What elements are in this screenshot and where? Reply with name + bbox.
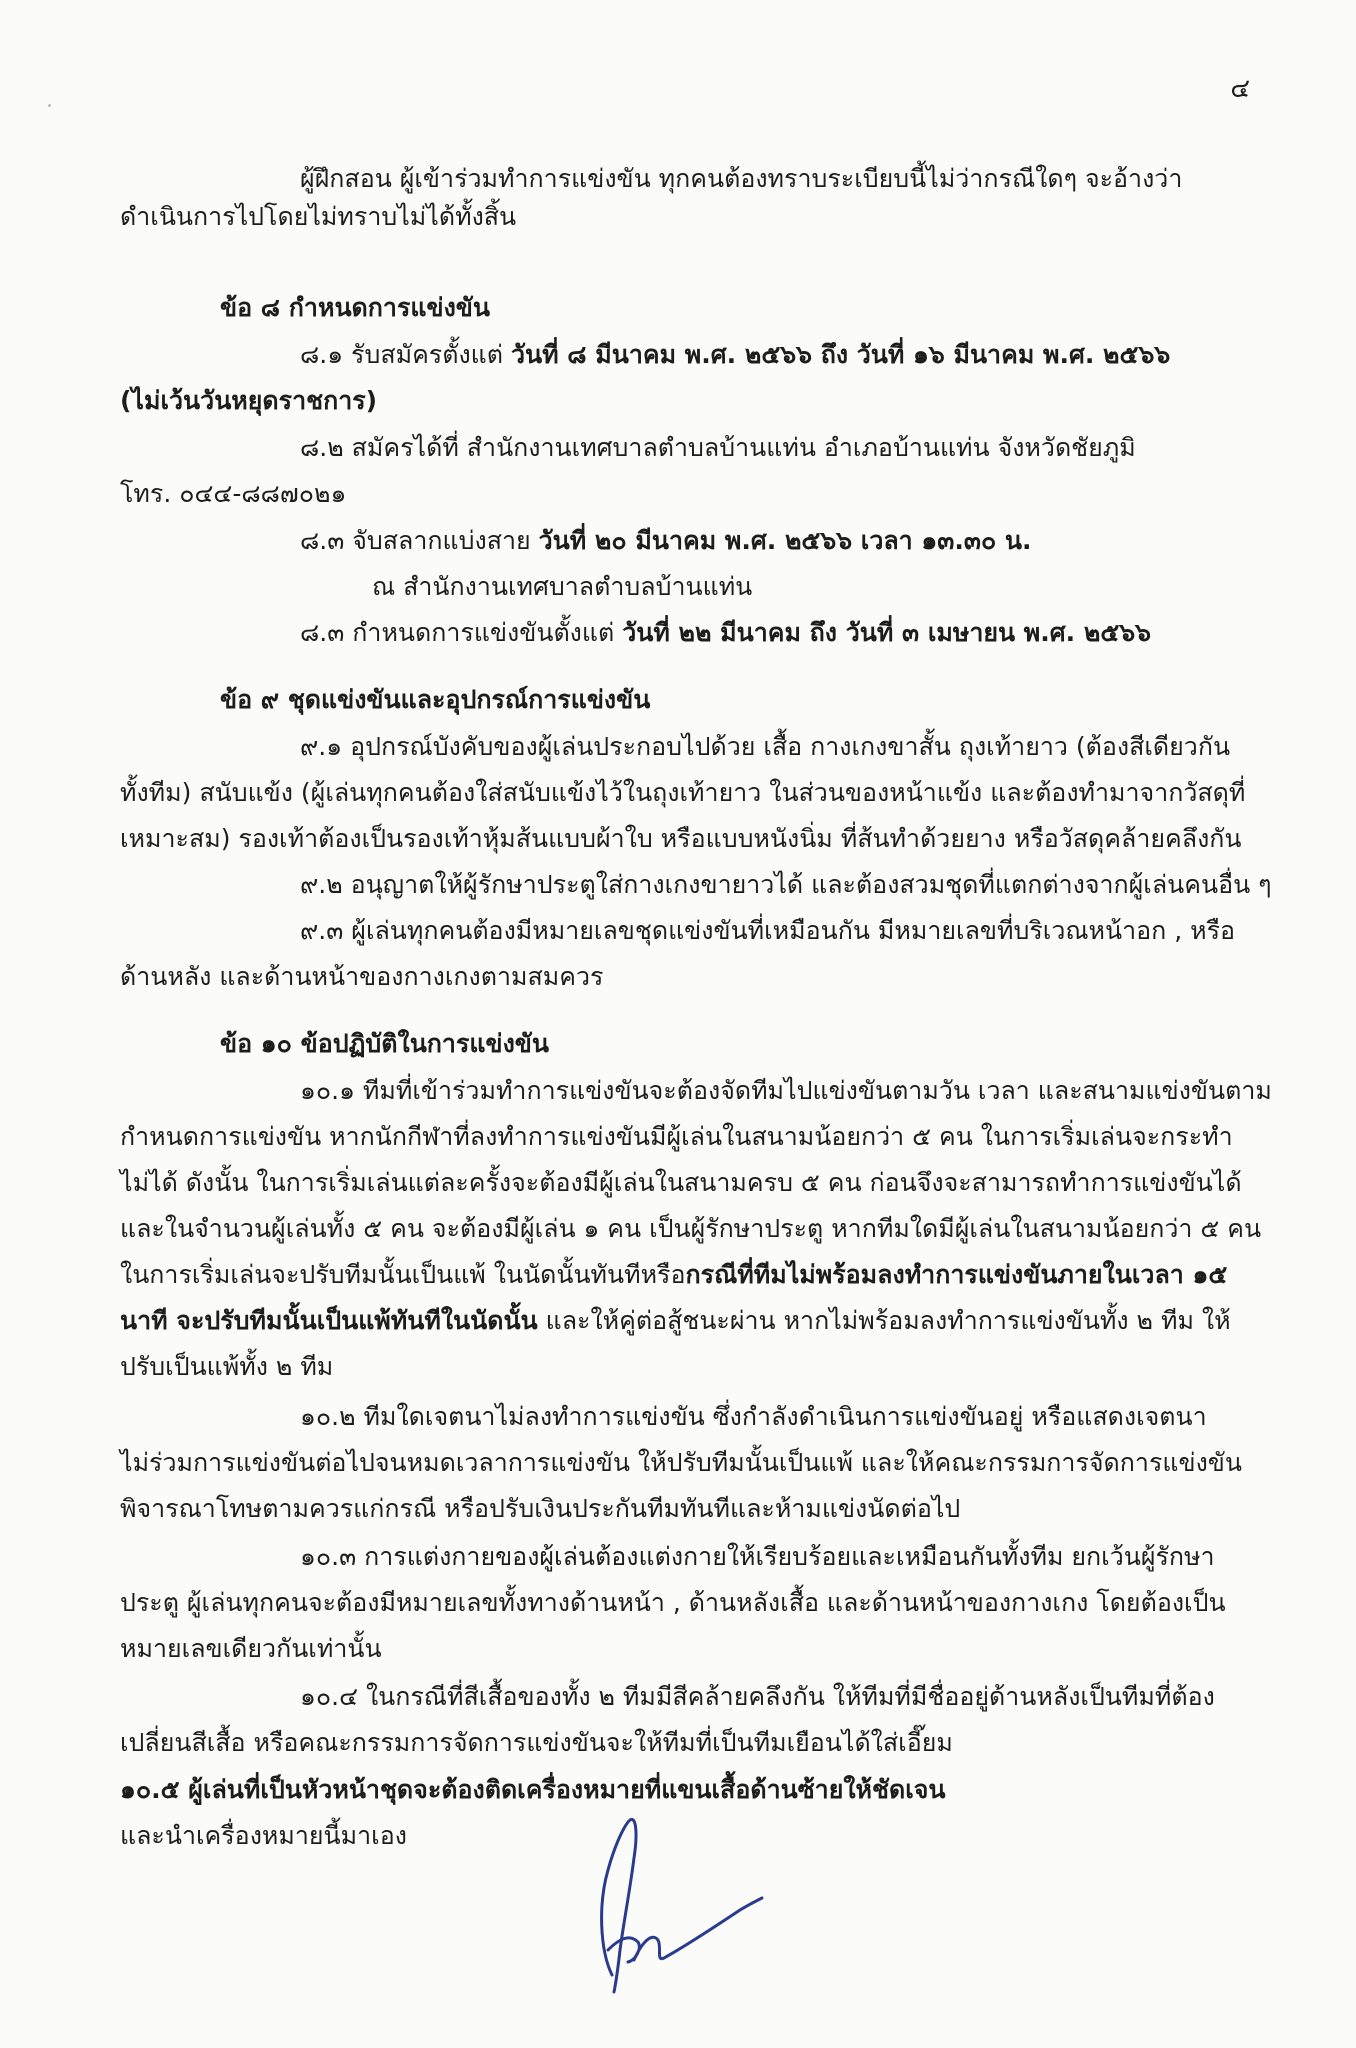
section-10-p2-line-3: พิจารณาโทษตามควรแก่กรณี หรือปรับเงินประกันทีมทันทีและห้ามแข่งนัดต่อไป xyxy=(120,1494,961,1523)
section-10-p3-line-3: หมายเลขเดียวกันเท่านั้น xyxy=(120,1634,382,1663)
line-text: ๑๐.๕ ผู้เล่นที่เป็น xyxy=(120,1775,302,1804)
line-emphasis: หัวหน้าชุดจะต้องติดเครื่องหมายที่แขนเสื้อด้านซ้ายให้ชัดเจน xyxy=(301,1775,946,1804)
section-9-item-1-line-1: ๙.๑ อุปกรณ์บังคับของผู้เล่นประกอบไปด้วย เสื้อ กางเกงขาสั้น ถุงเท้ายาว (ต้องสีเดียวกัน xyxy=(300,732,1231,761)
section-8-item-2: ๘.๒ สมัครได้ที่ สำนักงานเทศบาลตำบลบ้านแท่น อำเภอบ้านแท่น จังหวัดชัยภูมิ xyxy=(300,433,1136,462)
section-10-p5-line-2: และนำเครื่องหมายนี้มาเอง xyxy=(120,1821,407,1850)
line-emphasis: กรณีที่ทีมไม่พร้อมลงทำการแข่งขันภายในเวลา ๑๕ xyxy=(685,1260,1228,1289)
section-10-p3-line-2: ประตู ผู้เล่นทุกคนจะต้องมีหมายเลขทั้งทางด้านหน้า , ด้านหลังเสื้อ และด้านหน้าของกางเกง โดยต้องเป็น xyxy=(120,1588,1226,1617)
section-10-p1-line-4: และในจำนวนผู้เล่นทั้ง ๕ คน จะต้องมีผู้เล่น ๑ คน เป็นผู้รักษาประตู หากทีมใดมีผู้เล่นในสนามน้อยกว่า ๕ คน xyxy=(120,1214,1262,1243)
section-10-p1-line-1: ๑๐.๑ ทีมที่เข้าร่วมทำการแข่งขันจะต้องจัดทีมไปแข่งขันตามวัน เวลา และสนามแข่งขันตาม xyxy=(300,1076,1272,1105)
section-8-item-1-cont: (ไม่เว้นวันหยุดราชการ) xyxy=(120,386,378,415)
section-9-heading: ข้อ ๙ ชุดแข่งขันและอุปกรณ์การแข่งขัน xyxy=(220,685,651,714)
section-10-p3-line-1: ๑๐.๓ การแต่งกายของผู้เล่นต้องแต่งกายให้เรียบร้อยและเหมือนกันทั้งทีม ยกเว้นผู้รักษา xyxy=(300,1542,1215,1571)
handwritten-signature xyxy=(590,1810,770,2000)
section-9-item-2: ๙.๒ อนุญาตให้ผู้รักษาประตูใส่กางเกงขายาวได้ และต้องสวมชุดที่แตกต่างจากผู้เล่นคนอื่น ๆ xyxy=(300,870,1272,899)
section-10-p4-line-1: ๑๐.๔ ในกรณีที่สีเสื้อของทั้ง ๒ ทีมมีสีคล้ายคลึงกัน ให้ทีมที่มีชื่ออยู่ด้านหลังเป็นทีมที่ต้อง xyxy=(300,1682,1215,1711)
line-emphasis: นาที จะปรับทีมนั้นเป็นแพ้ทันทีในนัดนั้น xyxy=(120,1306,538,1335)
item-text: ๘.๓ จับสลากแบ่งสาย xyxy=(300,526,539,555)
section-9-item-3-line-1: ๙.๓ ผู้เล่นทุกคนต้องมีหมายเลขชุดแข่งขันที่เหมือนกัน มีหมายเลขที่บริเวณหน้าอก , หรือ xyxy=(300,916,1236,945)
section-8-item-3 xyxy=(300,524,1032,558)
section-10-p2-line-1: ๑๐.๒ ทีมใดเจตนาไม่ลงทำการแข่งขัน ซึ่งกำลังดำเนินการแข่งขันอยู่ หรือแสดงเจตนา xyxy=(300,1402,1207,1431)
section-10-p5-line-1 xyxy=(120,1773,946,1807)
item-date-time: วันที่ ๒๐ มีนาคม พ.ศ. ๒๕๖๖ เวลา ๑๓.๓๐ น. xyxy=(538,526,1032,555)
section-8-item-1 xyxy=(300,338,1170,372)
intro-line-1: ผู้ฝึกสอน ผู้เข้าร่วมทำการแข่งขัน ทุกคนต้องทราบระเบียบนี้ไม่ว่ากรณีใดๆ จะอ้างว่า xyxy=(300,164,1183,193)
item-text: ๘.๓ กำหนดการแข่งขันตั้งแต่ xyxy=(300,618,623,647)
section-10-p1-line-2: กำหนดการแข่งขัน หากนักกีฬาที่ลงทำการแข่งขันมีผู้เล่นในสนามน้อยกว่า ๕ คน ในการเริ่มเล่นจะกระทำ xyxy=(120,1122,1233,1151)
section-8-item-3-location: ณ สำนักงานเทศบาลตำบลบ้านแท่น xyxy=(372,572,753,601)
page-number: ๔ xyxy=(1230,74,1250,104)
paper-speck xyxy=(48,104,51,107)
section-10-p1-line-6 xyxy=(120,1304,1231,1338)
line-text: และให้คู่ต่อสู้ชนะผ่าน หากไม่พร้อมลงทำการแข่งขันทั้ง ๒ ทีม ให้ xyxy=(537,1306,1231,1335)
section-10-p1-line-3: ไม่ได้ ดังนั้น ในการเริ่มเล่นแต่ละครั้งจะต้องมีผู้เล่นในสนามครบ ๕ คน ก่อนจึงจะสามารถทำการแข่งขันได้ xyxy=(120,1168,1242,1197)
item-text: ๘.๑ รับสมัครตั้งแต่ xyxy=(300,340,511,369)
section-8-heading: ข้อ ๘ กำหนดการแข่งขัน xyxy=(220,293,490,322)
item-dates: วันที่ ๘ มีนาคม พ.ศ. ๒๕๖๖ ถึง วันที่ ๑๖ มีนาคม พ.ศ. ๒๕๖๖ xyxy=(510,340,1171,369)
section-10-p1-line-7: ปรับเป็นแพ้ทั้ง ๒ ทีม xyxy=(120,1352,334,1381)
section-10-p2-line-2: ไม่ร่วมการแข่งขันต่อไปจนหมดเวลาการแข่งขัน ให้ปรับทีมนั้นเป็นแพ้ และให้คณะกรรมการจัดการแข่งขัน xyxy=(120,1448,1242,1477)
item-dates: วันที่ ๒๒ มีนาคม ถึง วันที่ ๓ เมษายน พ.ศ. ๒๕๖๖ xyxy=(622,618,1151,647)
section-8-item-2-phone: โทร. ๐๔๔-๘๘๗๐๒๑ xyxy=(120,479,347,508)
section-10-p4-line-2: เปลี่ยนสีเสื้อ หรือคณะกรรมการจัดการแข่งขันจะให้ทีมที่เป็นทีมเยือนได้ใส่เอี๊ยม xyxy=(120,1728,953,1757)
section-10-p1-line-5 xyxy=(120,1258,1227,1292)
section-9-item-1-line-2: ทั้งทีม) สนับแข้ง (ผู้เล่นทุกคนต้องใส่สนับแข้งไว้ในถุงเท้ายาว ในส่วนของหน้าแข้ง และต้องทำมาจากวัสดุที่ xyxy=(120,778,1246,807)
section-9-item-3-line-2: ด้านหลัง และด้านหน้าของกางเกงตามสมควร xyxy=(120,962,604,991)
intro-line-2: ดำเนินการไปโดยไม่ทราบไม่ได้ทั้งสิ้น xyxy=(120,202,517,231)
section-10-heading: ข้อ ๑๐ ข้อปฏิบัติในการแข่งขัน xyxy=(220,1029,549,1058)
section-8-item-4 xyxy=(300,616,1151,650)
section-9-item-1-line-3: เหมาะสม) รองเท้าต้องเป็นรองเท้าหุ้มส้นแบบผ้าใบ หรือแบบหนังนิ่ม ที่ส้นทำด้วยยาง หรือวัสดุคล้ายคลึงกัน xyxy=(120,824,1242,853)
line-text: ในการเริ่มเล่นจะปรับทีมนั้นเป็นแพ้ ในนัดนั้นทันทีหรือ xyxy=(120,1260,686,1289)
